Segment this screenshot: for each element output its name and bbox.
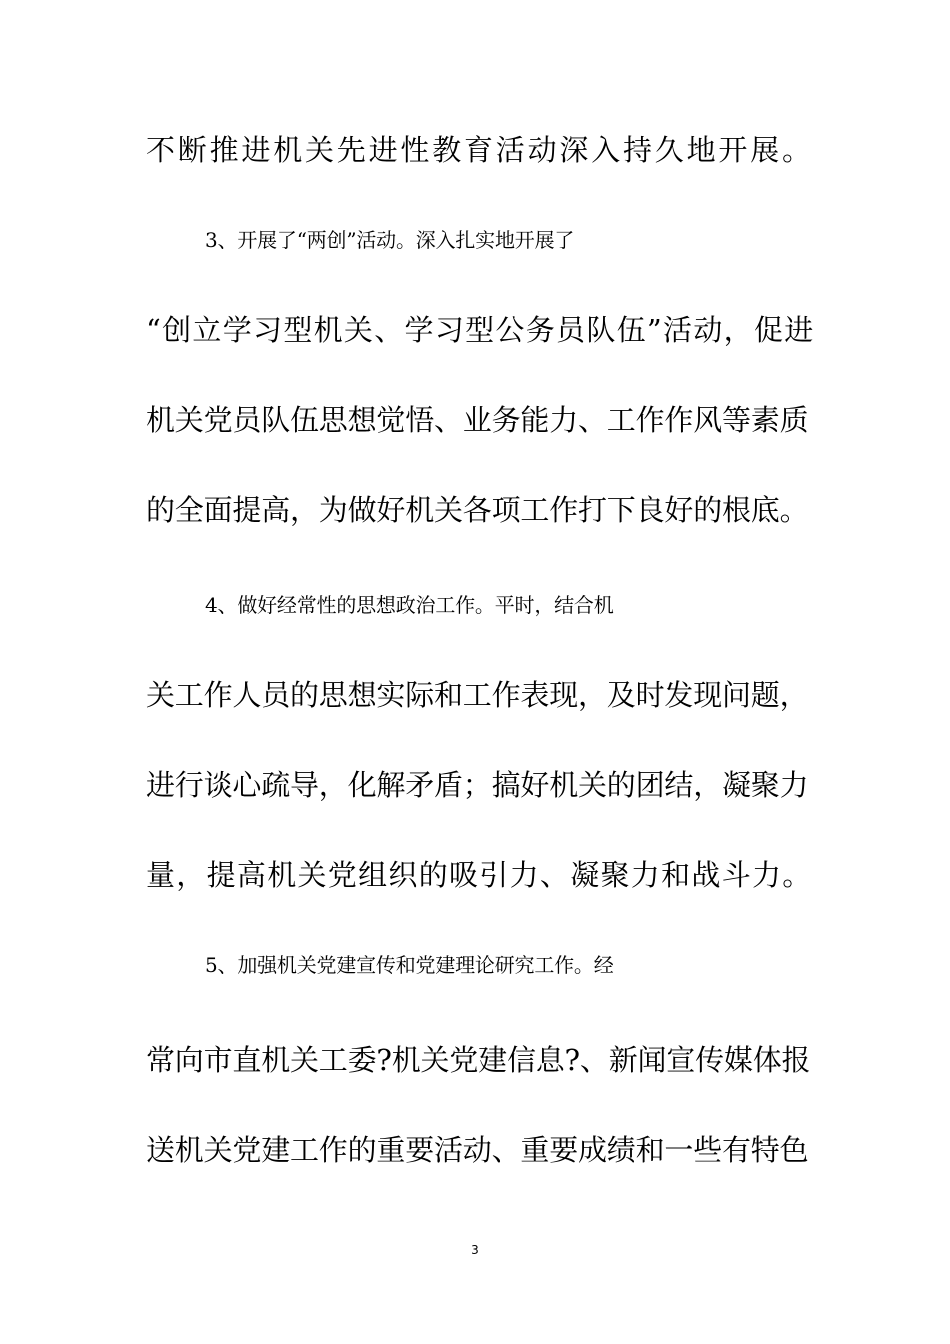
text-line: 进行谈心疏导，化解矛盾；搞好机关的团结，凝聚力 xyxy=(146,768,809,802)
text-line: 不断推进机关先进性教育活动深入持久地开展。 xyxy=(146,133,814,167)
text-line: 量，提高机关党组织的吸引力、凝聚力和战斗力。 xyxy=(146,858,813,892)
text-line: 3、开展了“两创”活动。深入扎实地开展了 xyxy=(205,228,575,252)
text-line: 5、加强机关党建宣传和党建理论研究工作。经 xyxy=(205,953,614,977)
page-number: 3 xyxy=(471,1243,479,1257)
text-line: 的全面提高，为做好机关各项工作打下良好的根底。 xyxy=(146,493,809,527)
text-line: 关工作人员的思想实际和工作表现，及时发现问题， xyxy=(146,678,809,712)
text-line: 4、做好经常性的思想政治工作。平时，结合机 xyxy=(205,593,614,617)
text-line: 送机关党建工作的重要活动、重要成绩和一些有特色 xyxy=(146,1133,809,1167)
text-line: “创立学习型机关、学习型公务员队伍”活动，促进 xyxy=(146,313,815,347)
text-line: 机关党员队伍思想觉悟、业务能力、工作作风等素质 xyxy=(146,403,809,437)
text-line: 常向市直机关工委?机关党建信息?、新闻宣传媒体报 xyxy=(146,1043,811,1077)
